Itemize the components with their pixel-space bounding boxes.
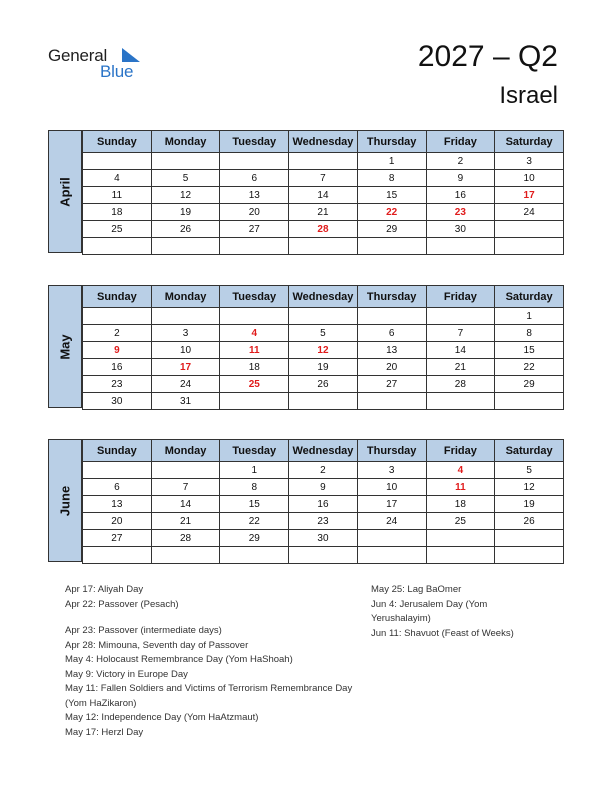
holiday-notes-left-a: [65, 583, 365, 612]
day-cell: 17: [151, 359, 220, 376]
day-cell: 22: [220, 513, 289, 530]
holiday-note: May 9: Victory in Europe Day: [65, 668, 188, 680]
day-cell: 25: [426, 513, 495, 530]
day-cell: 9: [289, 479, 358, 496]
holiday-note: May 4: Holocaust Remembrance Day (Yom HaShoah): [65, 654, 293, 665]
weekday-header: Tuesday: [220, 286, 289, 308]
day-cell: 9: [426, 170, 495, 187]
week-row: [83, 547, 564, 564]
day-cell: 5: [495, 462, 564, 479]
weekday-header: Sunday: [83, 440, 152, 462]
day-cell: 15: [495, 342, 564, 359]
day-cell: [357, 393, 426, 410]
day-cell: 19: [289, 359, 358, 376]
day-cell: 4: [426, 462, 495, 479]
weekday-header: Saturday: [495, 286, 564, 308]
holiday-note: Apr 22: Passover (Pesach): [65, 598, 179, 610]
day-cell: [151, 238, 220, 255]
week-row: [83, 170, 564, 187]
day-cell: 21: [151, 513, 220, 530]
day-cell: 22: [357, 204, 426, 221]
brand-logo: [48, 44, 158, 84]
day-cell: 1: [220, 462, 289, 479]
week-row: [83, 342, 564, 359]
day-cell: 16: [426, 187, 495, 204]
day-cell: 2: [289, 462, 358, 479]
weekday-header: Tuesday: [220, 440, 289, 462]
holiday-note: May 25: Lag BaOmer: [371, 584, 462, 595]
day-cell: 11: [426, 479, 495, 496]
day-cell: [220, 153, 289, 170]
holiday-notes-right: [371, 583, 541, 641]
day-cell: [289, 547, 358, 564]
day-cell: [83, 308, 152, 325]
day-cell: 2: [426, 153, 495, 170]
day-cell: [220, 547, 289, 564]
day-cell: 23: [426, 204, 495, 221]
day-cell: 19: [151, 204, 220, 221]
day-cell: [357, 308, 426, 325]
day-cell: [495, 530, 564, 547]
weekday-header: Friday: [426, 131, 495, 153]
day-cell: 31: [151, 393, 220, 410]
day-cell: [289, 393, 358, 410]
day-cell: 30: [426, 221, 495, 238]
holiday-note: Apr 23: Passover (intermediate days): [65, 625, 222, 636]
day-cell: 8: [357, 170, 426, 187]
day-cell: 11: [83, 187, 152, 204]
weekday-header: Thursday: [357, 440, 426, 462]
weekday-header: Wednesday: [289, 131, 358, 153]
week-row: [83, 479, 564, 496]
day-cell: 7: [289, 170, 358, 187]
calendar-table: [82, 285, 564, 410]
day-cell: 9: [83, 342, 152, 359]
brand-general-text: General: [48, 46, 108, 65]
weekday-header: Friday: [426, 440, 495, 462]
holiday-note: Jun 11: Shavuot (Feast of Weeks): [371, 627, 514, 639]
month-name: April: [57, 176, 73, 207]
day-cell: 1: [495, 308, 564, 325]
month-label-cell: [48, 439, 82, 562]
day-cell: 24: [151, 376, 220, 393]
weekday-header: Tuesday: [220, 131, 289, 153]
week-row: [83, 153, 564, 170]
day-cell: [357, 547, 426, 564]
day-cell: 26: [289, 376, 358, 393]
day-cell: 3: [495, 153, 564, 170]
day-cell: 5: [151, 170, 220, 187]
holiday-notes-left-b: [65, 624, 365, 740]
day-cell: [83, 462, 152, 479]
day-cell: 6: [357, 325, 426, 342]
day-cell: 17: [357, 496, 426, 513]
day-cell: 6: [220, 170, 289, 187]
day-cell: 15: [220, 496, 289, 513]
day-cell: 10: [495, 170, 564, 187]
day-cell: 13: [357, 342, 426, 359]
day-cell: 3: [357, 462, 426, 479]
brand-blue-text: Blue: [100, 62, 134, 81]
day-cell: 12: [495, 479, 564, 496]
calendar-table: [82, 439, 564, 564]
weekday-header: Thursday: [357, 131, 426, 153]
day-cell: 18: [220, 359, 289, 376]
day-cell: 29: [220, 530, 289, 547]
day-cell: [426, 393, 495, 410]
day-cell: 10: [357, 479, 426, 496]
month-block-april: [48, 130, 564, 253]
day-cell: 5: [289, 325, 358, 342]
day-cell: 26: [151, 221, 220, 238]
day-cell: 14: [426, 342, 495, 359]
weekday-header: Monday: [151, 440, 220, 462]
day-cell: 20: [83, 513, 152, 530]
day-cell: [83, 238, 152, 255]
weekday-header: Wednesday: [289, 440, 358, 462]
day-cell: [495, 547, 564, 564]
day-cell: [151, 308, 220, 325]
week-row: [83, 462, 564, 479]
day-cell: [426, 530, 495, 547]
month-name: June: [57, 485, 73, 516]
week-row: [83, 187, 564, 204]
month-label-cell: [48, 130, 82, 253]
day-cell: 30: [289, 530, 358, 547]
day-cell: 22: [495, 359, 564, 376]
day-cell: [289, 238, 358, 255]
month-block-june: [48, 439, 564, 562]
week-row: [83, 496, 564, 513]
day-cell: [220, 308, 289, 325]
month-block-may: [48, 285, 564, 408]
weekday-header: Sunday: [83, 286, 152, 308]
week-row: [83, 204, 564, 221]
brand-flag-icon: [122, 48, 140, 62]
day-cell: 6: [83, 479, 152, 496]
day-cell: [289, 153, 358, 170]
page-title: 2027 – Q2: [417, 40, 558, 73]
day-cell: 12: [289, 342, 358, 359]
day-cell: 21: [289, 204, 358, 221]
day-cell: 12: [151, 187, 220, 204]
day-cell: 16: [289, 496, 358, 513]
week-row: [83, 308, 564, 325]
day-cell: 20: [357, 359, 426, 376]
week-row: [83, 238, 564, 255]
day-cell: [83, 153, 152, 170]
weekday-header: Friday: [426, 286, 495, 308]
weekday-header: Monday: [151, 131, 220, 153]
day-cell: [289, 308, 358, 325]
day-cell: 18: [83, 204, 152, 221]
month-name: May: [57, 333, 73, 360]
day-cell: [426, 547, 495, 564]
day-cell: 13: [220, 187, 289, 204]
holiday-note: Apr 17: Aliyah Day: [65, 584, 144, 595]
weekday-header: Monday: [151, 286, 220, 308]
weekday-header: Wednesday: [289, 286, 358, 308]
day-cell: 8: [220, 479, 289, 496]
week-row: [83, 530, 564, 547]
weekday-header: Saturday: [495, 131, 564, 153]
country-name: Israel: [499, 82, 558, 109]
day-cell: 8: [495, 325, 564, 342]
day-cell: 28: [289, 221, 358, 238]
week-row: [83, 393, 564, 410]
day-cell: [151, 547, 220, 564]
day-cell: 19: [495, 496, 564, 513]
day-cell: 28: [151, 530, 220, 547]
day-cell: 28: [426, 376, 495, 393]
day-cell: [357, 238, 426, 255]
day-cell: 25: [220, 376, 289, 393]
day-cell: 4: [83, 170, 152, 187]
day-cell: 29: [357, 221, 426, 238]
day-cell: 21: [426, 359, 495, 376]
day-cell: 24: [495, 204, 564, 221]
day-cell: 27: [83, 530, 152, 547]
day-cell: 3: [151, 325, 220, 342]
day-cell: 24: [357, 513, 426, 530]
day-cell: [220, 393, 289, 410]
holiday-note: May 12: Independence Day (Yom HaAtzmaut): [65, 712, 259, 723]
day-cell: 14: [289, 187, 358, 204]
week-row: [83, 325, 564, 342]
day-cell: 27: [357, 376, 426, 393]
day-cell: 25: [83, 221, 152, 238]
holiday-note: Jun 4: Jerusalem Day (Yom Yerushalayim): [371, 598, 488, 624]
day-cell: 16: [83, 359, 152, 376]
day-cell: 11: [220, 342, 289, 359]
day-cell: [151, 462, 220, 479]
week-row: [83, 221, 564, 238]
day-cell: 20: [220, 204, 289, 221]
day-cell: [357, 530, 426, 547]
day-cell: [495, 238, 564, 255]
holiday-note: Apr 28: Mimouna, Seventh day of Passover: [65, 639, 249, 651]
day-cell: 7: [151, 479, 220, 496]
day-cell: 29: [495, 376, 564, 393]
day-cell: 23: [83, 376, 152, 393]
day-cell: 10: [151, 342, 220, 359]
day-cell: 4: [220, 325, 289, 342]
day-cell: 13: [83, 496, 152, 513]
day-cell: 30: [83, 393, 152, 410]
day-cell: [426, 308, 495, 325]
calendar-table: [82, 130, 564, 255]
day-cell: [220, 238, 289, 255]
day-cell: 15: [357, 187, 426, 204]
day-cell: 1: [357, 153, 426, 170]
day-cell: [83, 547, 152, 564]
day-cell: 14: [151, 496, 220, 513]
day-cell: [151, 153, 220, 170]
day-cell: 2: [83, 325, 152, 342]
day-cell: [495, 393, 564, 410]
day-cell: [426, 238, 495, 255]
day-cell: 27: [220, 221, 289, 238]
week-row: [83, 376, 564, 393]
day-cell: 26: [495, 513, 564, 530]
month-label-cell: [48, 285, 82, 408]
day-cell: 7: [426, 325, 495, 342]
holiday-note: May 11: Fallen Soldiers and Victims of Terrorism Remembrance Day (Yom HaZikaron): [65, 683, 353, 709]
day-cell: 23: [289, 513, 358, 530]
day-cell: 17: [495, 187, 564, 204]
weekday-header: Thursday: [357, 286, 426, 308]
holiday-note: May 17: Herzl Day: [65, 726, 144, 738]
weekday-header: Sunday: [83, 131, 152, 153]
week-row: [83, 359, 564, 376]
weekday-header: Saturday: [495, 440, 564, 462]
day-cell: 18: [426, 496, 495, 513]
week-row: [83, 513, 564, 530]
day-cell: [495, 221, 564, 238]
